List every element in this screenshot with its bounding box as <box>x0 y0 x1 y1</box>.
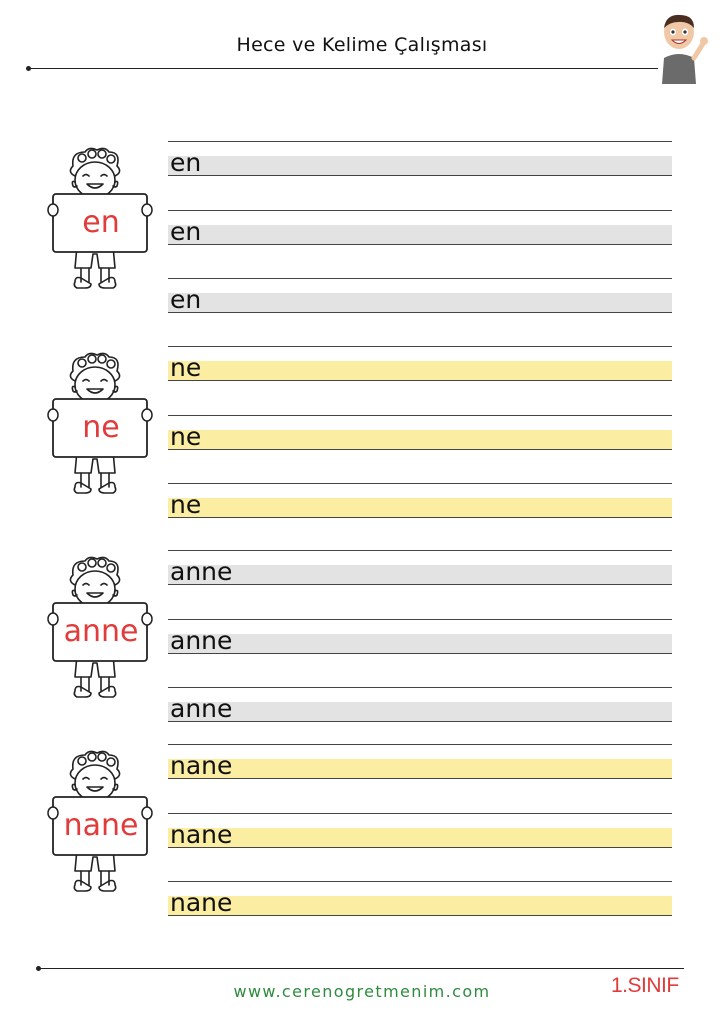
guide-top-line <box>168 210 672 211</box>
sign-label: ne <box>82 410 120 445</box>
writing-band[interactable] <box>168 828 672 848</box>
writing-band[interactable] <box>168 293 672 313</box>
sign-label: en <box>82 205 120 240</box>
guide-top-line <box>168 550 672 551</box>
trace-word: nane <box>170 888 233 917</box>
writing-band[interactable] <box>168 565 672 585</box>
sign-label: nane <box>63 808 139 843</box>
trace-word: ne <box>170 421 202 451</box>
trace-word: anne <box>170 625 233 655</box>
writing-band[interactable] <box>168 361 672 381</box>
trace-word: nane <box>170 751 233 780</box>
trace-word: nane <box>170 819 233 849</box>
trace-word: anne <box>170 694 233 723</box>
writing-band[interactable] <box>168 430 672 450</box>
guide-top-line <box>168 881 672 882</box>
trace-word: anne <box>170 557 233 586</box>
writing-band[interactable] <box>168 225 672 245</box>
guide-top-line <box>168 415 672 416</box>
trace-word: en <box>170 148 202 177</box>
header-divider <box>28 68 658 69</box>
guide-top-line <box>168 687 672 688</box>
guide-top-line <box>168 278 672 279</box>
writing-band[interactable] <box>168 896 672 916</box>
guide-top-line <box>168 346 672 347</box>
guide-top-line <box>168 619 672 620</box>
guide-top-line <box>168 744 672 745</box>
grade-label: 1.SINIF <box>611 974 679 997</box>
teacher-avatar-icon <box>652 12 708 84</box>
trace-word: ne <box>170 353 202 382</box>
guide-top-line <box>168 483 672 484</box>
trace-word: en <box>170 285 202 314</box>
footer-url[interactable]: www.cerenogretmenim.com <box>233 982 491 1001</box>
writing-band[interactable] <box>168 498 672 518</box>
page-title: Hece ve Kelime Çalışması <box>236 34 488 56</box>
trace-word: ne <box>170 490 202 519</box>
footer-divider <box>38 968 684 969</box>
writing-band[interactable] <box>168 759 672 779</box>
trace-word: en <box>170 216 202 246</box>
sign-label: anne <box>63 614 139 649</box>
writing-band[interactable] <box>168 702 672 722</box>
writing-band[interactable] <box>168 156 672 176</box>
writing-band[interactable] <box>168 634 672 654</box>
guide-top-line <box>168 813 672 814</box>
guide-top-line <box>168 141 672 142</box>
